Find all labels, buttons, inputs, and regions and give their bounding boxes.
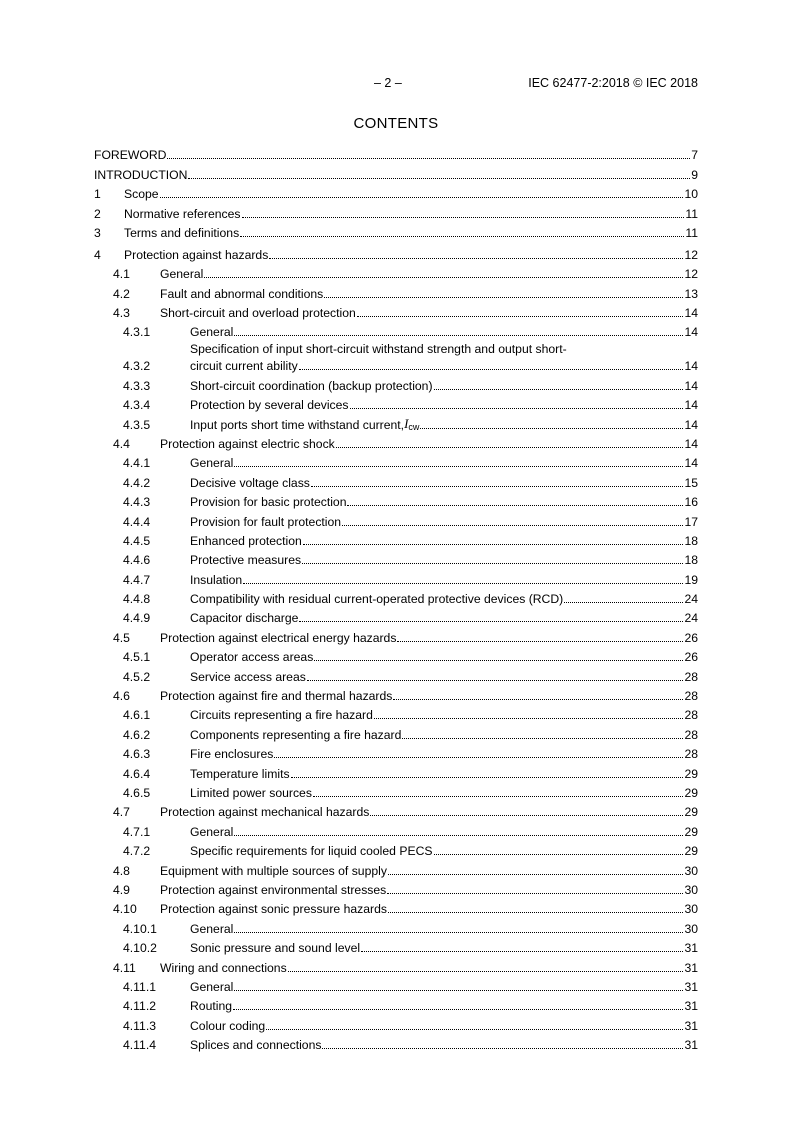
- toc-entry-number: 4.7.1: [123, 824, 151, 839]
- toc-entry[interactable]: [94, 996, 698, 1015]
- toc-entry-page: 31: [684, 999, 698, 1014]
- toc-entry[interactable]: [94, 802, 698, 821]
- toc-entry-number: 3: [94, 225, 101, 240]
- toc-entry-number: 4.4.3: [123, 495, 151, 510]
- dot-leader: [167, 158, 690, 159]
- toc-entry-title: Fault and abnormal conditions: [160, 286, 324, 301]
- toc-entry-number: 4.3.4: [123, 398, 151, 413]
- toc-entry-title: Provision for basic protection: [190, 495, 347, 510]
- toc-entry-title: FOREWORD: [94, 148, 167, 163]
- toc-entry-page: 16: [684, 495, 698, 510]
- toc-entry-number: 4.6.5: [123, 786, 151, 800]
- toc-entry-number: 4.3: [113, 306, 130, 321]
- toc-entry-title: General: [190, 921, 234, 936]
- toc-entry-title: Temperature limits: [190, 766, 290, 781]
- toc-entry-number: 4.9: [113, 882, 130, 897]
- dot-leader: [314, 660, 683, 661]
- toc-entry-number: 2: [94, 206, 101, 221]
- toc-entry-title: Provision for fault protection: [190, 514, 342, 529]
- toc-entry-title: Insulation: [190, 572, 243, 587]
- toc-entry[interactable]: [94, 977, 698, 996]
- dot-leader: [420, 428, 683, 429]
- toc-entry[interactable]: [94, 608, 698, 627]
- dot-leader: [302, 563, 683, 564]
- toc-entry-page: 11: [685, 206, 698, 221]
- toc-entry-number: 1: [94, 187, 101, 202]
- toc-entry-page: 31: [684, 1018, 698, 1033]
- table-of-contents: [94, 145, 698, 1054]
- toc-entry[interactable]: [94, 589, 698, 608]
- document-id: IEC 62477-2:2018 © IEC 2018: [528, 76, 698, 90]
- toc-entry-number: 4.11.2: [123, 999, 156, 1014]
- toc-entry-title: Terms and definitions: [124, 225, 240, 240]
- toc-entry-page: 13: [684, 286, 698, 301]
- toc-entry-title: Protection against fire and thermal hazards: [160, 689, 393, 704]
- toc-entry-number: 4.4.1: [123, 456, 151, 471]
- dot-leader: [299, 621, 683, 622]
- toc-entry-page: 14: [684, 325, 698, 340]
- toc-entry[interactable]: [94, 647, 698, 666]
- dot-leader: [324, 297, 683, 298]
- toc-entry-title: Normative references: [124, 206, 241, 221]
- toc-entry-page: 24: [684, 611, 698, 626]
- toc-entry-page: 17: [684, 514, 698, 529]
- toc-entry-page: 28: [684, 669, 698, 684]
- toc-entry-title: General: [190, 979, 234, 994]
- toc-entry-page: 29: [684, 766, 698, 781]
- toc-entry[interactable]: [94, 938, 698, 957]
- dot-leader: [288, 971, 684, 972]
- toc-entry[interactable]: [94, 264, 698, 283]
- toc-entry-number: 4.4.5: [123, 533, 151, 548]
- toc-entry-number: 4.10.1: [123, 921, 157, 936]
- toc-entry-title: Fire enclosures: [190, 747, 274, 762]
- toc-entry-title: Equipment with multiple sources of supply: [160, 863, 387, 878]
- toc-entry-title: Specification of input short-circuit withstand strength and output short-: [190, 342, 567, 357]
- toc-entry-page: 26: [684, 630, 698, 645]
- toc-entry[interactable]: [94, 341, 698, 375]
- toc-entry-title: General: [190, 824, 234, 839]
- toc-entry-number: 4.4.2: [123, 475, 151, 490]
- toc-entry-number: 4.11.1: [123, 979, 156, 994]
- toc-entry-page: 14: [684, 456, 698, 471]
- toc-entry[interactable]: [94, 164, 698, 183]
- toc-entry-page: 19: [684, 572, 698, 587]
- toc-entry[interactable]: [94, 322, 698, 341]
- dot-leader: [160, 197, 684, 198]
- toc-entry-number: 4.6.2: [123, 727, 151, 742]
- toc-entry-title: Capacitor discharge: [190, 611, 299, 626]
- page-header: [94, 76, 698, 92]
- toc-entry-number: 4.3.1: [123, 325, 151, 340]
- toc-entry-title-continued: circuit current ability: [190, 359, 298, 374]
- dot-leader: [234, 990, 683, 991]
- toc-entry-page: 30: [684, 882, 698, 897]
- dot-leader: [434, 854, 684, 855]
- toc-entry-number: 4.11: [113, 960, 136, 975]
- toc-entry-page: 14: [684, 417, 698, 432]
- dot-leader: [311, 486, 684, 487]
- toc-entry-title: Circuits representing a fire hazard: [190, 708, 373, 723]
- toc-entry[interactable]: [94, 705, 698, 724]
- toc-entry-number: 4.2: [113, 286, 130, 301]
- toc-entry-number: 4.4.8: [123, 592, 151, 607]
- toc-entry[interactable]: [94, 303, 698, 322]
- toc-entry-title: Protection against sonic pressure hazards: [160, 902, 387, 917]
- toc-entry-number: 4.10.2: [123, 941, 157, 956]
- dot-leader: [347, 505, 683, 506]
- toc-entry-title: Specific requirements for liquid cooled PECS: [190, 844, 433, 859]
- toc-entry-number: 4.10: [113, 902, 137, 917]
- toc-entry-page: 14: [684, 436, 698, 451]
- toc-entry[interactable]: [94, 821, 698, 840]
- toc-entry[interactable]: [94, 841, 698, 860]
- toc-entry-title: Enhanced protection: [190, 533, 302, 548]
- dot-leader: [291, 777, 684, 778]
- toc-entry[interactable]: [94, 145, 698, 164]
- toc-entry-number: 4.3.5: [123, 417, 151, 432]
- dot-leader: [434, 389, 684, 390]
- toc-entry-title: General: [190, 456, 234, 471]
- dot-leader: [188, 178, 690, 179]
- toc-entry[interactable]: [94, 244, 698, 263]
- toc-entry[interactable]: [94, 783, 698, 802]
- dot-leader: [204, 277, 683, 278]
- dot-leader: [402, 738, 683, 739]
- toc-entry-title: Limited power sources: [190, 786, 312, 800]
- toc-entry-number: 4.6: [113, 689, 130, 704]
- toc-entry-page: 26: [684, 650, 698, 665]
- toc-entry-number: 4.4: [113, 436, 130, 451]
- dot-leader: [357, 316, 684, 317]
- dot-leader: [233, 1009, 683, 1010]
- toc-entry-title: Operator access areas: [190, 650, 314, 665]
- dot-leader: [388, 874, 684, 875]
- toc-entry-page: 14: [684, 398, 698, 413]
- dot-leader: [234, 335, 683, 336]
- toc-entry[interactable]: [94, 918, 698, 937]
- toc-entry-page: 11: [685, 225, 698, 240]
- toc-entry[interactable]: [94, 531, 698, 550]
- toc-entry-title: Routing: [190, 999, 233, 1014]
- toc-entry-title: Protection against electric shock: [160, 436, 335, 451]
- toc-entry-title: Short-circuit coordination (backup protection): [190, 378, 433, 393]
- page-title: CONTENTS: [353, 115, 439, 132]
- dot-leader: [234, 466, 683, 467]
- dot-leader: [350, 408, 684, 409]
- toc-entry-number: 4.11.3: [123, 1018, 156, 1033]
- dot-leader: [388, 912, 683, 913]
- dot-leader: [269, 258, 683, 259]
- toc-entry[interactable]: [94, 472, 698, 491]
- current-symbol: I: [404, 415, 409, 431]
- toc-entry-page: 24: [684, 592, 698, 607]
- toc-entry[interactable]: [94, 395, 698, 414]
- toc-entry-number: 4.5.2: [123, 669, 151, 684]
- toc-entry[interactable]: [94, 724, 698, 743]
- toc-entry-title: Sonic pressure and sound level: [190, 941, 361, 956]
- dot-leader: [240, 236, 684, 237]
- dot-leader: [397, 641, 683, 642]
- dot-leader: [564, 602, 683, 603]
- dot-leader: [242, 217, 685, 218]
- toc-entry-page: 14: [684, 306, 698, 321]
- dot-leader: [299, 369, 684, 370]
- toc-entry-page: 28: [684, 727, 698, 742]
- toc-entry-title: General: [160, 267, 204, 282]
- toc-entry[interactable]: [94, 414, 698, 433]
- toc-entry-title: Protection against mechanical hazards: [160, 805, 370, 820]
- dot-leader: [387, 893, 683, 894]
- toc-entry-title: Protection against electrical energy hazards: [160, 630, 397, 645]
- toc-entry-page: 29: [684, 824, 698, 839]
- toc-entry[interactable]: [94, 184, 698, 203]
- toc-entry-page: 29: [684, 805, 698, 820]
- dot-leader: [313, 796, 684, 797]
- dot-leader: [336, 447, 684, 448]
- dot-leader: [361, 951, 683, 952]
- dot-leader: [322, 1048, 683, 1049]
- toc-entry-title: Short-circuit and overload protection: [160, 306, 356, 321]
- toc-entry-number: 4.8: [113, 863, 130, 878]
- toc-entry-page: 9: [691, 167, 698, 182]
- dot-leader: [266, 1029, 683, 1030]
- toc-entry-title: Scope: [124, 187, 159, 202]
- toc-entry[interactable]: [94, 627, 698, 646]
- toc-entry-page: 28: [684, 689, 698, 704]
- toc-entry-page: 14: [684, 378, 698, 393]
- toc-entry-title: Splices and connections: [190, 1038, 322, 1053]
- toc-entry[interactable]: [94, 1015, 698, 1034]
- toc-entry-title: Protective measures: [190, 553, 302, 568]
- toc-entry-title: Wiring and connections: [160, 960, 287, 975]
- toc-entry-page: 12: [684, 267, 698, 282]
- toc-entry-title: Decisive voltage class: [190, 475, 310, 490]
- toc-entry-page: 18: [684, 553, 698, 568]
- dot-leader: [370, 815, 683, 816]
- toc-entry-title: Service access areas: [190, 669, 306, 684]
- toc-entry[interactable]: [94, 434, 698, 453]
- current-symbol-subscript: cw: [408, 421, 420, 432]
- toc-entry[interactable]: [94, 666, 698, 685]
- toc-entry-page: 14: [684, 359, 698, 374]
- toc-entry-number: 4.4.4: [123, 514, 151, 529]
- dot-leader: [274, 757, 683, 758]
- toc-entry[interactable]: [94, 203, 698, 222]
- toc-entry-page: 30: [684, 902, 698, 917]
- toc-entry[interactable]: [94, 880, 698, 899]
- toc-entry-title: INTRODUCTION: [94, 167, 188, 182]
- toc-entry-page: 29: [684, 844, 698, 859]
- toc-entry[interactable]: [94, 860, 698, 879]
- toc-entry[interactable]: [94, 569, 698, 588]
- toc-entry-page: 31: [684, 979, 698, 994]
- toc-entry[interactable]: [94, 550, 698, 569]
- toc-entry-number: 4.4.6: [123, 553, 151, 568]
- toc-entry-number: 4.11.4: [123, 1038, 156, 1053]
- toc-entry-page: 12: [684, 247, 698, 262]
- toc-entry-title: Input ports short time withstand current,: [190, 417, 405, 432]
- toc-entry[interactable]: [94, 1035, 698, 1054]
- dot-leader: [234, 835, 683, 836]
- dot-leader: [393, 699, 683, 700]
- toc-entry-number: 4.6.4: [123, 766, 151, 781]
- toc-entry[interactable]: [94, 283, 698, 302]
- toc-entry[interactable]: [94, 223, 698, 242]
- dot-leader: [342, 525, 683, 526]
- toc-entry-number: 4.3.3: [123, 378, 151, 393]
- toc-entry[interactable]: [94, 686, 698, 705]
- toc-entry-title: Protection by several devices: [190, 398, 349, 413]
- toc-entry-page: 18: [684, 533, 698, 548]
- toc-entry[interactable]: [94, 511, 698, 530]
- toc-entry-number: 4.6.1: [123, 708, 151, 723]
- toc-entry-title: General: [190, 325, 234, 340]
- dot-leader: [243, 583, 683, 584]
- toc-entry-number: 4.1: [113, 267, 130, 282]
- toc-entry-number: 4: [94, 247, 101, 262]
- toc-entry-title: Protection against environmental stresses: [160, 882, 387, 897]
- toc-entry[interactable]: [94, 492, 698, 511]
- toc-entry-page: 29: [684, 786, 698, 800]
- toc-entry[interactable]: [94, 744, 698, 763]
- dot-leader: [374, 718, 684, 719]
- toc-entry-page: 28: [684, 747, 698, 762]
- toc-entry[interactable]: [94, 899, 698, 918]
- toc-entry-number: 4.7.2: [123, 844, 151, 859]
- toc-entry-number: 4.4.9: [123, 611, 151, 626]
- toc-entry-page: 10: [684, 187, 698, 202]
- toc-entry[interactable]: [94, 453, 698, 472]
- dot-leader: [307, 680, 684, 681]
- toc-entry-number: 4.6.3: [123, 747, 151, 762]
- toc-entry-page: 15: [684, 475, 698, 490]
- toc-entry-number: 4.5.1: [123, 650, 151, 665]
- toc-entry-page: 28: [684, 708, 698, 723]
- toc-entry-title: Protection against hazards: [124, 247, 269, 262]
- toc-entry-number: 4.5: [113, 630, 130, 645]
- toc-entry-page: 7: [691, 148, 698, 163]
- toc-entry-title: Compatibility with residual current-operated protective devices (RCD): [190, 592, 564, 607]
- toc-entry-number: 4.3.2: [123, 359, 151, 374]
- toc-entry-page: 31: [684, 960, 698, 975]
- toc-entry-number: 4.4.7: [123, 572, 151, 587]
- toc-entry-title: Colour coding: [190, 1018, 266, 1033]
- toc-entry-page: 30: [684, 921, 698, 936]
- toc-entry-page: 31: [684, 1038, 698, 1053]
- dot-leader: [303, 544, 684, 545]
- toc-entry-page: 31: [684, 941, 698, 956]
- toc-entry-number: 4.7: [113, 805, 130, 820]
- toc-entry[interactable]: [94, 375, 698, 394]
- toc-entry-title: Components representing a fire hazard: [190, 727, 402, 742]
- toc-entry-page: 30: [684, 863, 698, 878]
- toc-entry[interactable]: [94, 957, 698, 976]
- toc-entry[interactable]: [94, 763, 698, 782]
- page-number: – 2 –: [374, 76, 402, 90]
- dot-leader: [234, 932, 683, 933]
